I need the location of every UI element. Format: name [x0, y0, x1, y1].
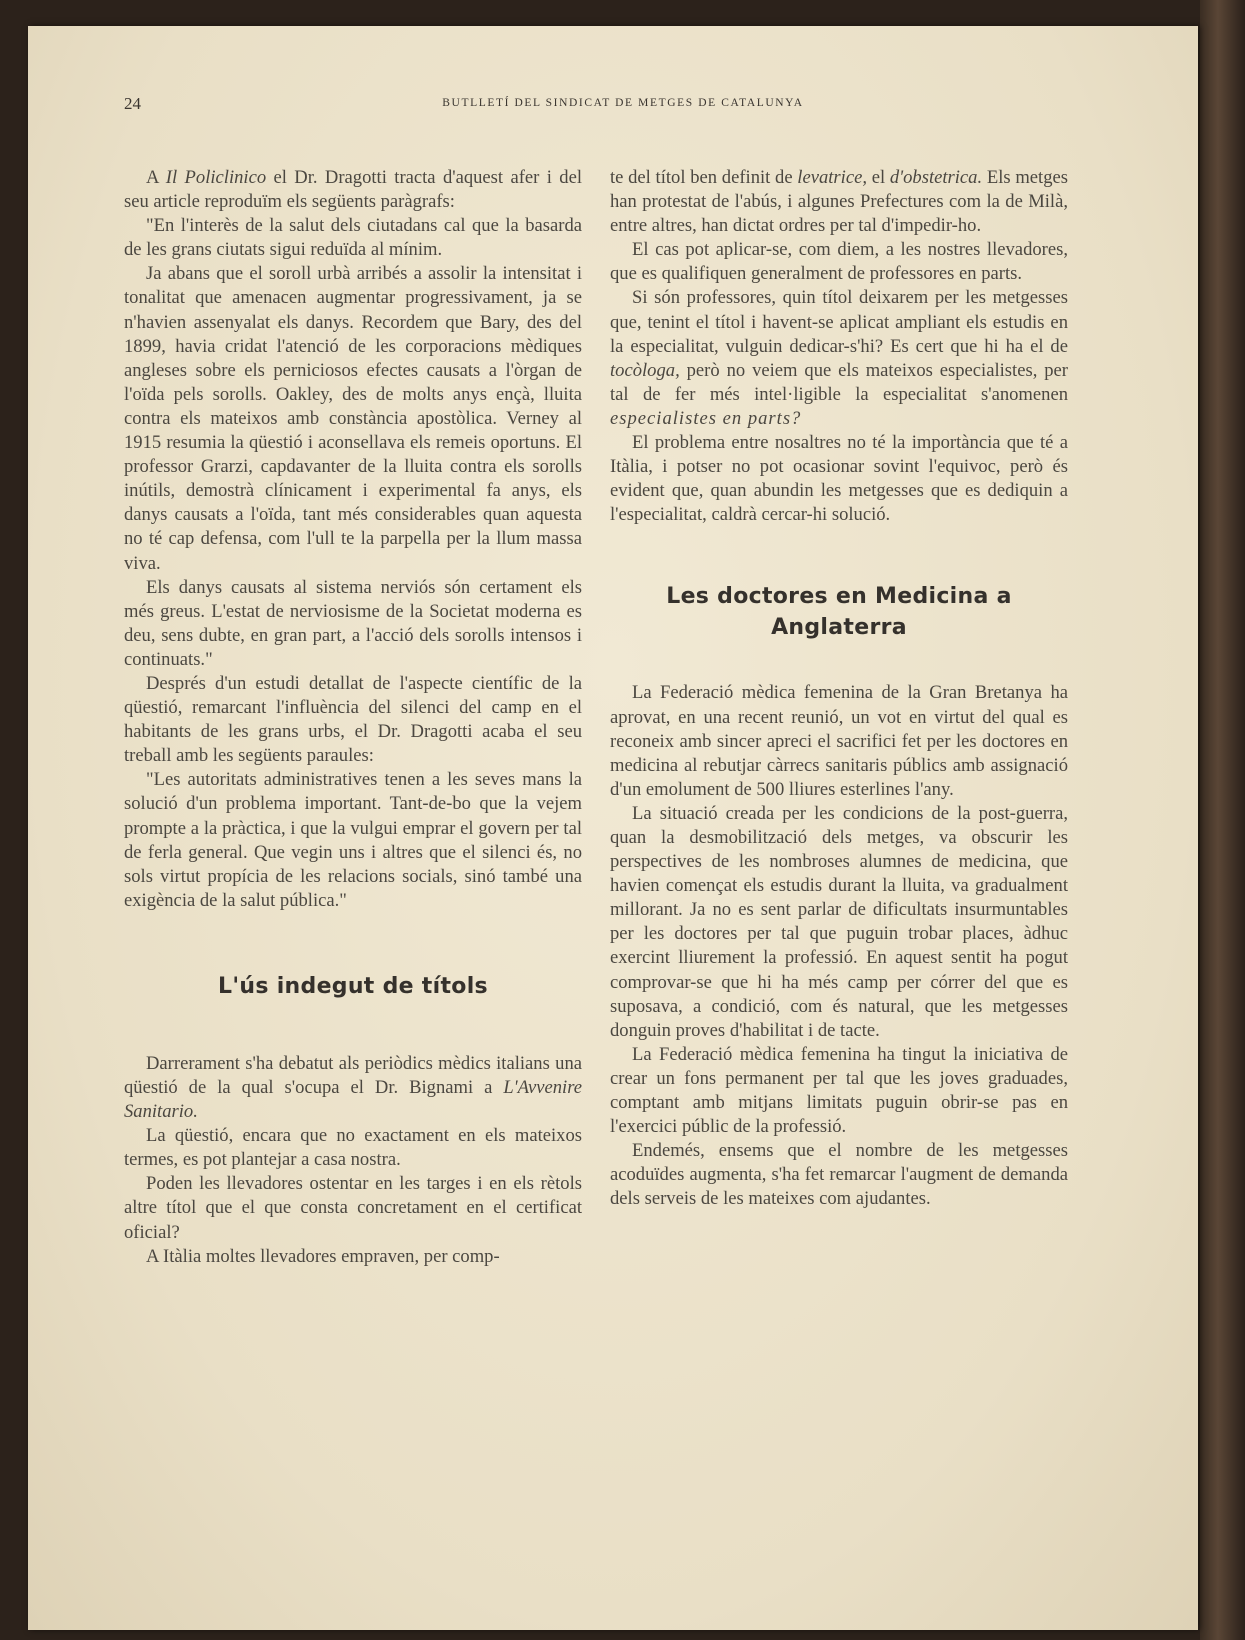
text-run: Si són professores, quin títol deixarem per les metgesses que, tenint el títol i havent-se aplicat ampliant els estudis en la especialitat, vulguin dedicar-s'hi? Es cert que hi ha el de [610, 287, 1068, 357]
paragraph: La Federació mèdica femenina de la Gran Bretanya ha aprovat, en una recent reunió, un vot en virtut del qual es reconeix amb sincer apreci el sacrifici fet per les doctores en medicina al rebutjar càrrecs sanitaris públics amb assignació d'un emolument de 500 lliures esterlines l'any. [610, 682, 1068, 800]
paragraph: El cas pot aplicar-se, com diem, a les nostres llevadores, que es qualifiquen generalment de professores en parts. [610, 239, 1068, 285]
page-header [124, 94, 1122, 124]
text-run: te del títol ben definit de [610, 167, 798, 188]
left-column [124, 166, 582, 1269]
paragraph: Poden les llevadores ostentar en les targes i en els rètols altre títol que el que consta concretament en el certificat oficial? [124, 1173, 582, 1243]
text-run: però no veiem que els mateixos especialistes, per tal de fer més intel·ligible la especialitat s'anomenen [610, 359, 1068, 405]
paragraph: "Les autoritats administratives tenen a les seves mans la solució d'un problema important. Tant-de-bo que la vejem prompte a la pràctica, i que la vulgui emprar el govern per tal de ferla general. Que vegin uns i altres que el silenci és, no sols virtut propícia de les relacions socials, sinó també una exigència de la salut pública." [124, 769, 582, 911]
paragraph: El problema entre nosaltres no té la importància que té a Itàlia, i potser no pot ocasionar sovint l'equivoc, però és evident que, quan abundin les metgesses que es dediquin a l'especialitat, caldrà cercar-hi solució. [610, 432, 1068, 526]
text-run: A [146, 167, 166, 188]
right-column [610, 166, 1068, 1211]
term-italic: especialistes en parts? [610, 407, 802, 429]
section-heading-us-indegut: L'ús indegut de títols [218, 973, 488, 999]
paragraph: Endemés, ensems que el nombre de les metgesses acoduïdes augmenta, s'ha fet remarcar l'augment de demanda dels serveis de les mateixes com ajudantes. [610, 1140, 1068, 1210]
text-run: el [867, 167, 890, 188]
term-italic: tocòloga, [610, 359, 680, 381]
paragraph [124, 1052, 582, 1124]
journal-name-italic: L'Avvenire Sanitario. [124, 1077, 582, 1123]
paragraph [610, 286, 1068, 431]
paragraph: A Itàlia moltes llevadores empraven, per comp- [146, 1245, 500, 1267]
paragraph: "En l'interès de la salut dels ciutadans cal que la basarda de les grans ciutats sigui reduïda al mínim. [124, 215, 582, 261]
paragraph [124, 166, 582, 214]
text-run: el Dr. Dragotti tracta d'aquest afer i del seu article reproduïm els següents paràgrafs: [124, 167, 583, 213]
page-number: 24 [124, 94, 141, 113]
term-italic: levatrice, [797, 167, 867, 188]
paragraph: La qüestió, encara que no exactament en els mateixos termes, es pot plantejar a casa nostra. [124, 1125, 582, 1171]
journal-name-italic: Il Policlinico [165, 167, 267, 188]
paragraph: Els danys causats al sistema nerviós són certament els més greus. L'estat de nerviosisme de la Societat moderna es deu, sens dubte, en gran part, a l'acció dels sorolls intensos i continuats." [124, 576, 582, 670]
running-title: BUTLLETÍ DEL SINDICAT DE METGES DE CATALUNYA [442, 97, 804, 109]
book-spine [1200, 0, 1245, 1640]
term-italic: d'obstetrica. [889, 167, 983, 188]
paragraph: La situació creada per les condicions de la post-guerra, quan la desmobilització dels metges, va obscurir les perspectives de les nombroses alumnes de medicina, que havien començat els estudis durant la lluita, va gradualment millorant. Ja no es sent parlar de dificultats insurmuntables per les doctores per tal que puguin trobar places, àdhuc exercint lliurement la professió. En aquest sentit ha pogut comprovar-se que hi ha més camp per córrer del que es suposava, a condició, com és natural, que les metgesses donguin proves d'habilitat i de tacte. [610, 802, 1068, 1041]
text-run: Darrerament s'ha debatut als periòdics mèdics italians una qüestió de la qual s'ocupa el Dr. Bignami a [124, 1052, 582, 1098]
paragraph: Després d'un estudi detallat de l'aspecte científic de la qüestió, remarcant l'influència del silenci del camp en el habitants de les grans urbs, el Dr. Dragotti acaba el seu treball amb les següents paraules: [124, 672, 582, 767]
section-heading-doctores-medicina: Les doctores en Medicina a Anglaterra [666, 584, 1012, 641]
paragraph: La Federació mèdica femenina ha tingut la iniciativa de crear un fons permanent per tal que les joves graduades, comptant amb mitjans limitats puguin obrir-se pas en l'exercici públic de la professió. [610, 1043, 1068, 1138]
paragraph: Ja abans que el soroll urbà arribés a assolir la intensitat i tonalitat que amenacen augmentar progressivament, ja se n'havien assenyalat els danys. Recordem que Bary, des del 1899, havia cridat l'atenció de les corporacions mèdiques angleses sobre els perniciosos efectes causats a l'òrgan de l'oïda pels sorolls. Oakley, des de molts anys ençà, lluita contra els mateixos amb constància apostòlica. Verney al 1915 resumia la qüestió i aconsellava els remeis oportuns. El professor Grarzi, capdavanter de la lluita contra els sorolls inútils, demostrà clínicament i experimental fa anys, els danys causats a l'oïda, tant més considerables quan aquesta no té cap defensa, com l'ull te la parpella per la llum massa viva. [124, 263, 582, 574]
paragraph [610, 166, 1068, 238]
text-run: Els metges han protestat de l'abús, i algunes Prefectures com la de Milà, entre altres, han dictat ordres per tal d'impedir-ho. [610, 167, 1068, 237]
